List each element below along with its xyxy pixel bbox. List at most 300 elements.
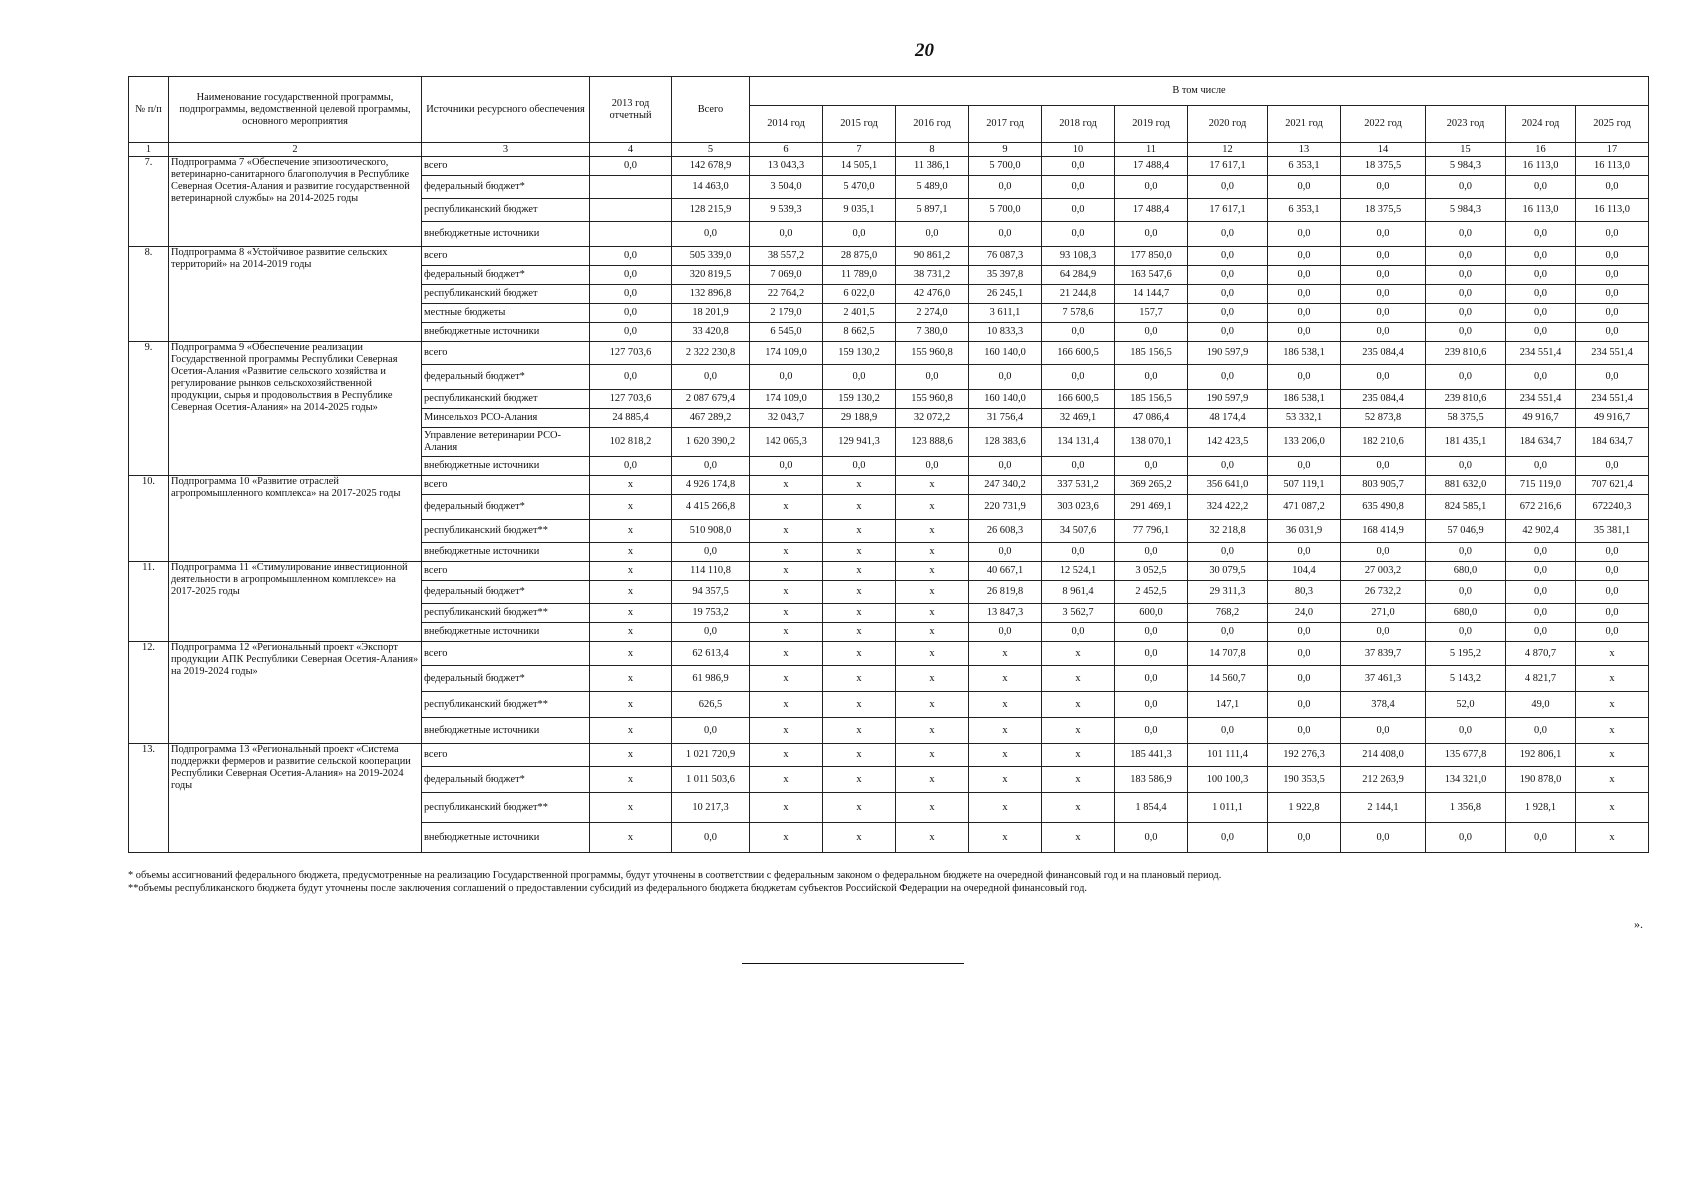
budget-value: 90 861,2 [896,247,969,266]
budget-value: 0,0 [969,222,1042,247]
budget-value: 0,0 [1506,176,1576,199]
budget-value: 58 375,5 [1426,409,1506,428]
budget-value: x [969,767,1042,793]
budget-value: 0,0 [1341,266,1426,285]
budget-value: 123 888,6 [896,428,969,457]
program-name: Подпрограмма 10 «Развитие отраслей агропромышленного комплекса» на 2017-2025 годы [169,476,422,562]
budget-value: 6 022,0 [823,285,896,304]
budget-value: 18 375,5 [1341,199,1426,222]
header-year: 2018 год [1042,106,1115,143]
budget-value: x [590,744,672,767]
funding-source: внебюджетные источники [422,823,590,853]
funding-source: федеральный бюджет* [422,176,590,199]
budget-value: 600,0 [1115,604,1188,623]
budget-value: 0,0 [1115,692,1188,718]
funding-source: федеральный бюджет* [422,666,590,692]
budget-value: x [750,718,823,744]
budget-value: 2 144,1 [1341,793,1426,823]
budget-value: 29 188,9 [823,409,896,428]
budget-value: 157,7 [1115,304,1188,323]
budget-value: 174 109,0 [750,342,823,365]
budget-value: 33 420,8 [672,323,750,342]
budget-value: 147,1 [1188,692,1268,718]
budget-value: 0,0 [896,457,969,476]
budget-value: 0,0 [1341,623,1426,642]
budget-value: x [896,476,969,495]
budget-value: 0,0 [1042,199,1115,222]
budget-value: x [1042,793,1115,823]
budget-value: x [823,604,896,623]
budget-value: x [896,642,969,666]
funding-source: всего [422,476,590,495]
budget-value: x [823,562,896,581]
budget-value: 53 332,1 [1268,409,1341,428]
budget-value: 0,0 [750,222,823,247]
budget-value: 0,0 [969,543,1042,562]
table-row [129,562,1649,581]
header-including: В том числе [750,77,1649,106]
budget-value: x [896,666,969,692]
header-year: 2022 год [1341,106,1426,143]
budget-value: x [823,642,896,666]
budget-value: 0,0 [1042,365,1115,390]
budget-value: 0,0 [896,365,969,390]
budget-value: 271,0 [1341,604,1426,623]
funding-source: федеральный бюджет* [422,581,590,604]
budget-value: 0,0 [1576,457,1649,476]
table-row [129,744,1649,767]
budget-value: 14 560,7 [1188,666,1268,692]
budget-value [590,222,672,247]
funding-source: федеральный бюджет* [422,365,590,390]
column-number: 10 [1042,143,1115,157]
budget-value: x [896,623,969,642]
budget-value: x [1576,666,1649,692]
budget-value: 192 806,1 [1506,744,1576,767]
budget-value: 190 597,9 [1188,390,1268,409]
budget-value: x [590,823,672,853]
funding-source: внебюджетные источники [422,222,590,247]
budget-value: 5 984,3 [1426,199,1506,222]
budget-value: 0,0 [1506,562,1576,581]
program-name: Подпрограмма 11 «Стимулирование инвестиционной деятельности в агропромышленном комплексе» на 2017-2025 годы [169,562,422,642]
budget-value: 142 423,5 [1188,428,1268,457]
budget-value: 6 353,1 [1268,199,1341,222]
budget-value: x [750,642,823,666]
funding-source: всего [422,157,590,176]
budget-value: 12 524,1 [1042,562,1115,581]
budget-value: 5 897,1 [896,199,969,222]
budget-value: 17 617,1 [1188,199,1268,222]
budget-value: x [1042,642,1115,666]
budget-value: 5 470,0 [823,176,896,199]
budget-value: 27 003,2 [1341,562,1426,581]
budget-value: 29 311,3 [1188,581,1268,604]
budget-value: x [896,520,969,543]
budget-value: 28 875,0 [823,247,896,266]
budget-value: 16 113,0 [1576,157,1649,176]
funding-source: федеральный бюджет* [422,266,590,285]
budget-value: x [590,562,672,581]
budget-value: x [1042,718,1115,744]
budget-value: 0,0 [1188,222,1268,247]
budget-value: 0,0 [1115,666,1188,692]
budget-value: 0,0 [1341,222,1426,247]
budget-value: 0,0 [1341,823,1426,853]
budget-value: x [969,823,1042,853]
funding-source: республиканский бюджет** [422,604,590,623]
budget-value: 16 113,0 [1576,199,1649,222]
budget-value: x [969,718,1042,744]
budget-value: 1 356,8 [1426,793,1506,823]
budget-value: x [1576,793,1649,823]
budget-value: 7 380,0 [896,323,969,342]
budget-value: 0,0 [1115,642,1188,666]
budget-value: x [750,623,823,642]
budget-value: 0,0 [750,457,823,476]
budget-value: 0,0 [1576,543,1649,562]
budget-value: 378,4 [1341,692,1426,718]
budget-value: x [823,495,896,520]
budget-value: 22 764,2 [750,285,823,304]
funding-source: внебюджетные источники [422,718,590,744]
budget-value: x [750,744,823,767]
budget-value: 2 401,5 [823,304,896,323]
budget-value: 185 441,3 [1115,744,1188,767]
budget-value: 0,0 [1268,285,1341,304]
budget-value: x [590,692,672,718]
budget-value: 0,0 [1341,176,1426,199]
separator-line [742,963,964,964]
budget-value: 1 011,1 [1188,793,1268,823]
budget-value: 0,0 [1506,623,1576,642]
budget-value: 11 789,0 [823,266,896,285]
budget-value: 0,0 [1042,157,1115,176]
budget-value: 337 531,2 [1042,476,1115,495]
budget-value: 0,0 [1506,222,1576,247]
budget-value: 0,0 [1426,543,1506,562]
budget-value: 2 179,0 [750,304,823,323]
budget-value: x [590,793,672,823]
budget-value: 510 908,0 [672,520,750,543]
budget-value: x [1576,744,1649,767]
budget-value: 10 833,3 [969,323,1042,342]
funding-source: республиканский бюджет** [422,692,590,718]
budget-value: 49 916,7 [1576,409,1649,428]
funding-source: внебюджетные источники [422,457,590,476]
budget-value: 32 218,8 [1188,520,1268,543]
budget-value: 0,0 [1506,304,1576,323]
budget-value: x [590,642,672,666]
header-year: 2017 год [969,106,1042,143]
budget-value: 2 452,5 [1115,581,1188,604]
budget-value: x [750,666,823,692]
budget-value: 155 960,8 [896,390,969,409]
budget-value: 190 353,5 [1268,767,1341,793]
budget-value: x [823,666,896,692]
header-year: 2016 год [896,106,969,143]
budget-value: 0,0 [1188,623,1268,642]
header-name: Наименование государственной программы, подпрограммы, ведомственной целевой программы, основного мероприятия [169,77,422,143]
funding-source: внебюджетные источники [422,543,590,562]
budget-value: 0,0 [1506,323,1576,342]
budget-value: 0,0 [1576,266,1649,285]
budget-value: 0,0 [1576,247,1649,266]
budget-value: 0,0 [1268,623,1341,642]
table-row [129,247,1649,266]
budget-value: 142 678,9 [672,157,750,176]
budget-value: 0,0 [1268,365,1341,390]
budget-value: 184 634,7 [1576,428,1649,457]
budget-value: 369 265,2 [1115,476,1188,495]
budget-value: 16 113,0 [1506,199,1576,222]
budget-value: 177 850,0 [1115,247,1188,266]
budget-value: 10 217,3 [672,793,750,823]
budget-value: 42 902,4 [1506,520,1576,543]
header-year: 2023 год [1426,106,1506,143]
budget-value: x [969,744,1042,767]
budget-value: 3 611,1 [969,304,1042,323]
column-number: 14 [1341,143,1426,157]
program-name: Подпрограмма 9 «Обеспечение реализации Государственной программы Республики Северная Осетия-Алания «Развитие сельского хозяйства и регулирование рынков сельскохозяйственной продукции, сырья и продовольствия в Республике Северная Осетия-Алания» на 2014-2025 годы» [169,342,422,476]
budget-value: x [823,476,896,495]
budget-value: 93 108,3 [1042,247,1115,266]
budget-value: 159 130,2 [823,342,896,365]
budget-value: 0,0 [1268,692,1341,718]
budget-value: 0,0 [1506,247,1576,266]
budget-value: 40 667,1 [969,562,1042,581]
column-number-row [129,143,1649,157]
budget-value: 0,0 [1341,285,1426,304]
budget-value: 163 547,6 [1115,266,1188,285]
budget-value: 16 113,0 [1506,157,1576,176]
budget-value: 36 031,9 [1268,520,1341,543]
budget-value: 0,0 [672,457,750,476]
budget-value: x [823,718,896,744]
budget-value: 214 408,0 [1341,744,1426,767]
budget-value: 239 810,6 [1426,342,1506,365]
budget-value: 0,0 [1426,176,1506,199]
budget-value: 0,0 [969,365,1042,390]
budget-value: 160 140,0 [969,390,1042,409]
header-year: 2019 год [1115,106,1188,143]
budget-table [128,76,1649,853]
budget-value: x [1042,823,1115,853]
budget-value: 356 641,0 [1188,476,1268,495]
budget-value: 0,0 [1426,623,1506,642]
table-row [129,342,1649,365]
column-number: 13 [1268,143,1341,157]
header-year: 2015 год [823,106,896,143]
budget-value: 0,0 [1576,623,1649,642]
budget-value: x [590,604,672,623]
budget-value: x [823,823,896,853]
footnote-republican: **объемы республиканского бюджета будут уточнены после заключения соглашений о предоставлении субсидий из федерального бюджета бюджетам субъектов Российской Федерации на очередной финансовый год. [128,883,1087,894]
budget-value: 0,0 [1341,365,1426,390]
program-number: 7. [129,157,169,247]
budget-value: 64 284,9 [1042,266,1115,285]
budget-value: 0,0 [1188,718,1268,744]
budget-value: 680,0 [1426,562,1506,581]
budget-value: 471 087,2 [1268,495,1341,520]
budget-value: 185 156,5 [1115,390,1188,409]
budget-value: 803 905,7 [1341,476,1426,495]
budget-value: 32 043,7 [750,409,823,428]
budget-value: 0,0 [1506,718,1576,744]
budget-value: 0,0 [590,323,672,342]
funding-source: республиканский бюджет** [422,520,590,543]
budget-value: 0,0 [1506,604,1576,623]
budget-value: 0,0 [1268,718,1341,744]
budget-value: 0,0 [1506,543,1576,562]
budget-value: x [896,543,969,562]
budget-value: 5 143,2 [1426,666,1506,692]
budget-value: 24,0 [1268,604,1341,623]
budget-value: 133 206,0 [1268,428,1341,457]
budget-value: 52 873,8 [1341,409,1426,428]
budget-value: x [750,823,823,853]
budget-value: 61 986,9 [672,666,750,692]
budget-value: x [1576,823,1649,853]
budget-value: 128 215,9 [672,199,750,222]
budget-value: 17 488,4 [1115,157,1188,176]
budget-value: 132 896,8 [672,285,750,304]
budget-value: x [1576,767,1649,793]
budget-value: 8 961,4 [1042,581,1115,604]
budget-value: 0,0 [1341,247,1426,266]
budget-value: 19 753,2 [672,604,750,623]
budget-value: 37 839,7 [1341,642,1426,666]
budget-value: 0,0 [1115,222,1188,247]
program-name: Подпрограмма 12 «Региональный проект «Экспорт продукции АПК Республики Северная Осетия-Алания» на 2019-2024 годы» [169,642,422,744]
budget-value: 142 065,3 [750,428,823,457]
budget-value: 4 821,7 [1506,666,1576,692]
budget-value: 31 756,4 [969,409,1042,428]
budget-value: 0,0 [1268,247,1341,266]
budget-value: 0,0 [1576,365,1649,390]
budget-value: 52,0 [1426,692,1506,718]
funding-source: федеральный бюджет* [422,767,590,793]
budget-value: 507 119,1 [1268,476,1341,495]
budget-value: x [896,562,969,581]
budget-value: 32 072,2 [896,409,969,428]
budget-value: x [750,692,823,718]
budget-value: 18 375,5 [1341,157,1426,176]
budget-value: x [823,623,896,642]
funding-source: республиканский бюджет [422,199,590,222]
budget-value: 14 463,0 [672,176,750,199]
budget-value: x [590,581,672,604]
column-number: 6 [750,143,823,157]
budget-value: 155 960,8 [896,342,969,365]
header-year: 2024 год [1506,106,1576,143]
budget-value: 0,0 [1576,176,1649,199]
budget-value: 14 707,8 [1188,642,1268,666]
budget-value: 881 632,0 [1426,476,1506,495]
budget-value: x [1042,692,1115,718]
funding-source: местные бюджеты [422,304,590,323]
budget-value: 0,0 [1426,247,1506,266]
budget-value: 6 545,0 [750,323,823,342]
budget-value: 114 110,8 [672,562,750,581]
budget-value: x [896,718,969,744]
budget-value: 37 461,3 [1341,666,1426,692]
budget-value: x [750,581,823,604]
budget-value: 707 621,4 [1576,476,1649,495]
budget-value: x [969,793,1042,823]
budget-value: x [823,767,896,793]
budget-value: 505 339,0 [672,247,750,266]
budget-value: x [750,543,823,562]
budget-value: 0,0 [896,222,969,247]
budget-value: 0,0 [1188,247,1268,266]
budget-value: 11 386,1 [896,157,969,176]
budget-value: x [750,793,823,823]
budget-value: x [896,604,969,623]
budget-value: 13 847,3 [969,604,1042,623]
budget-value: x [969,642,1042,666]
budget-value: x [750,520,823,543]
program-number: 13. [129,744,169,853]
budget-value: 190 597,9 [1188,342,1268,365]
budget-value: 0,0 [1506,266,1576,285]
table-header [129,77,1649,157]
budget-value: x [823,581,896,604]
funding-source: республиканский бюджет [422,390,590,409]
budget-value: 35 397,8 [969,266,1042,285]
funding-source: всего [422,342,590,365]
budget-value: x [1576,642,1649,666]
budget-value: 0,0 [1426,823,1506,853]
budget-value: 3 504,0 [750,176,823,199]
budget-value: 3 562,7 [1042,604,1115,623]
budget-value: 0,0 [1268,222,1341,247]
budget-value: 0,0 [1506,285,1576,304]
budget-value: 0,0 [1042,623,1115,642]
budget-value: 35 381,1 [1576,520,1649,543]
budget-value: 34 507,6 [1042,520,1115,543]
column-number: 11 [1115,143,1188,157]
funding-source: республиканский бюджет** [422,793,590,823]
budget-value: 0,0 [1042,323,1115,342]
budget-value: 0,0 [1426,457,1506,476]
budget-value: 0,0 [1426,365,1506,390]
budget-value [590,199,672,222]
budget-value: x [590,495,672,520]
budget-value: x [896,823,969,853]
table-row [129,157,1649,176]
budget-value: 0,0 [1426,222,1506,247]
budget-value: 0,0 [1188,176,1268,199]
budget-value: 0,0 [1188,285,1268,304]
budget-value: 0,0 [1426,581,1506,604]
budget-value: 0,0 [1576,285,1649,304]
budget-value: 17 617,1 [1188,157,1268,176]
budget-value: 0,0 [1576,604,1649,623]
budget-value: 48 174,4 [1188,409,1268,428]
budget-value: 324 422,2 [1188,495,1268,520]
budget-value: x [750,767,823,793]
budget-value: 0,0 [1268,266,1341,285]
budget-value: 5 700,0 [969,199,1042,222]
footnote-federal: * объемы ассигнований федерального бюджета, предусмотренные на реализацию Государственной программы, будут уточнены в соответствии с федеральным законом о федеральном бюджете на очередной финансовый год и на плановый период. [128,870,1222,881]
budget-value: 192 276,3 [1268,744,1341,767]
budget-value: x [590,666,672,692]
budget-value: 138 070,1 [1115,428,1188,457]
budget-value: 47 086,4 [1115,409,1188,428]
budget-value: 190 878,0 [1506,767,1576,793]
budget-value: 0,0 [1115,176,1188,199]
